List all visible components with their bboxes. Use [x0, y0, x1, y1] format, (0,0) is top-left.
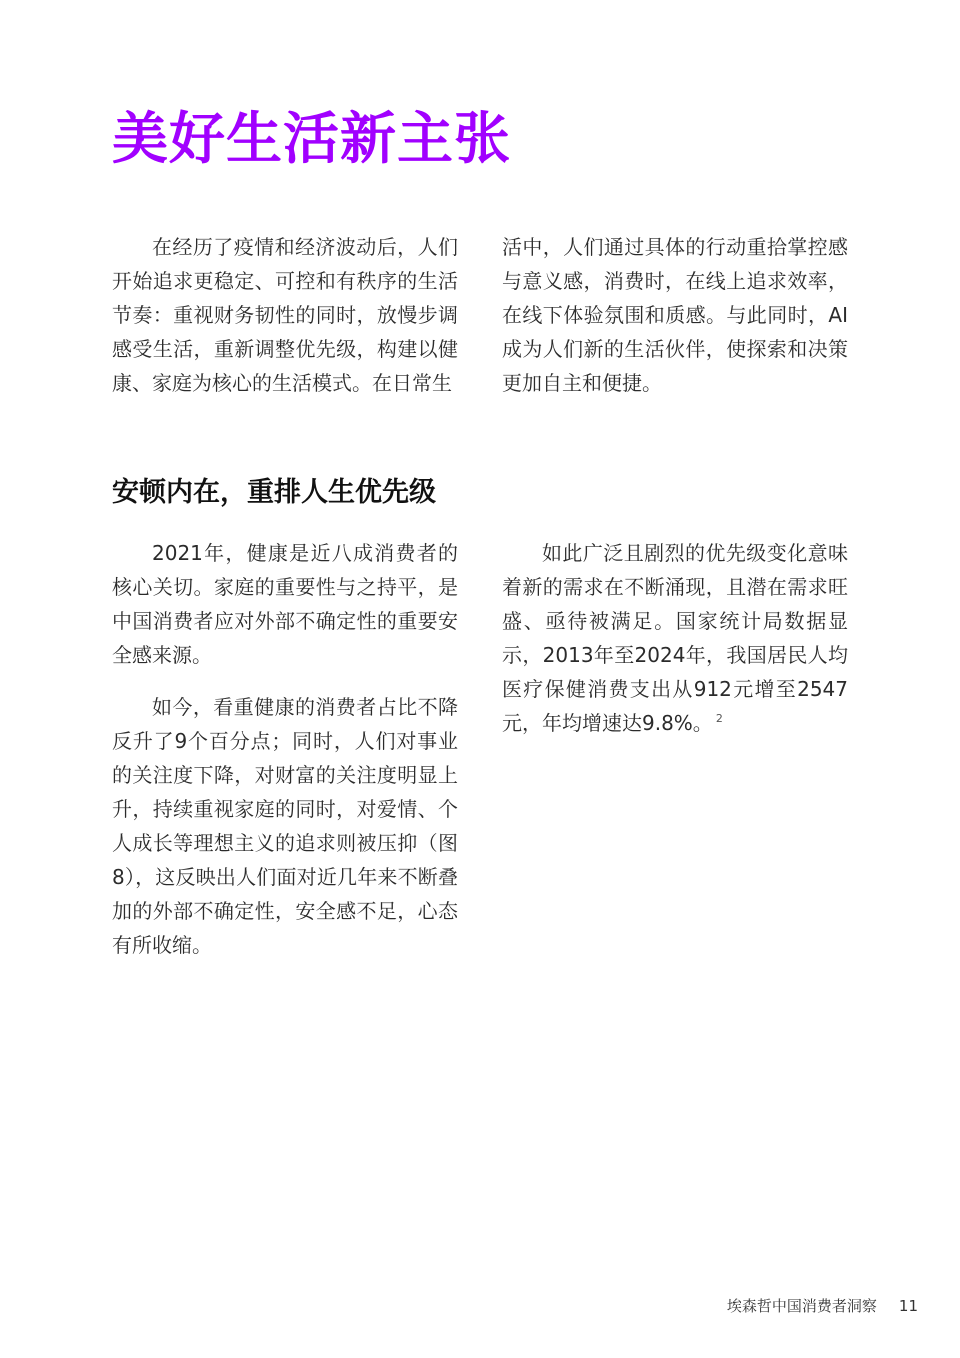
section-column-left [112, 536, 458, 962]
section-heading: 安顿内在，重排人生优先级 [112, 477, 436, 508]
page-title: 美好生活新主张 [112, 107, 511, 172]
section-column-right [502, 536, 848, 740]
section-paragraph-2: 如今，看重健康的消费者占比不降反升了9个百分点；同时，人们对事业的关注度下降，对财富的关注度明显上升，持续重视家庭的同时，对爱情、个人成长等理想主义的追求则被压抑（图8），这反映出人们面对近几年来不断叠加的外部不确定性，安全感不足，心态有所收缩。 [112, 695, 458, 957]
page-footer [727, 1296, 918, 1316]
intro-column-right [502, 230, 848, 400]
section-paragraph-3 [502, 536, 848, 740]
intro-column-left [112, 230, 458, 400]
publication-name: 埃森哲中国消费者洞察 [726, 1297, 877, 1315]
footnote-marker[interactable]: 2 [715, 712, 723, 726]
intro-paragraph-left: 在经历了疫情和经济波动后，人们开始追求更稳定、可控和有秩序的生活节奏：重视财务韧性的同时，放慢步调感受生活，重新调整优先级，构建以健康、家庭为核心的生活模式。在日常生 [112, 235, 458, 395]
section-paragraph-3-text: 如此广泛且剧烈的优先级变化意味着新的需求在不断涌现，且潜在需求旺盛、亟待被满足。国家统计局数据显示，2013年至2024年，我国居民人均医疗保健消费支出从912元增至2547元，年均增速达9.8%。 [502, 541, 848, 735]
intro-paragraph-right: 活中，人们通过具体的行动重拾掌控感与意义感，消费时，在线上追求效率，在线下体验氛围和质感。与此同时，AI成为人们新的生活伙伴，使探索和决策更加自主和便捷。 [502, 235, 848, 395]
page-number: 11 [898, 1297, 918, 1315]
section-paragraph-1: 2021年，健康是近八成消费者的核心关切。家庭的重要性与之持平，是中国消费者应对外部不确定性的重要安全感来源。 [112, 541, 458, 667]
